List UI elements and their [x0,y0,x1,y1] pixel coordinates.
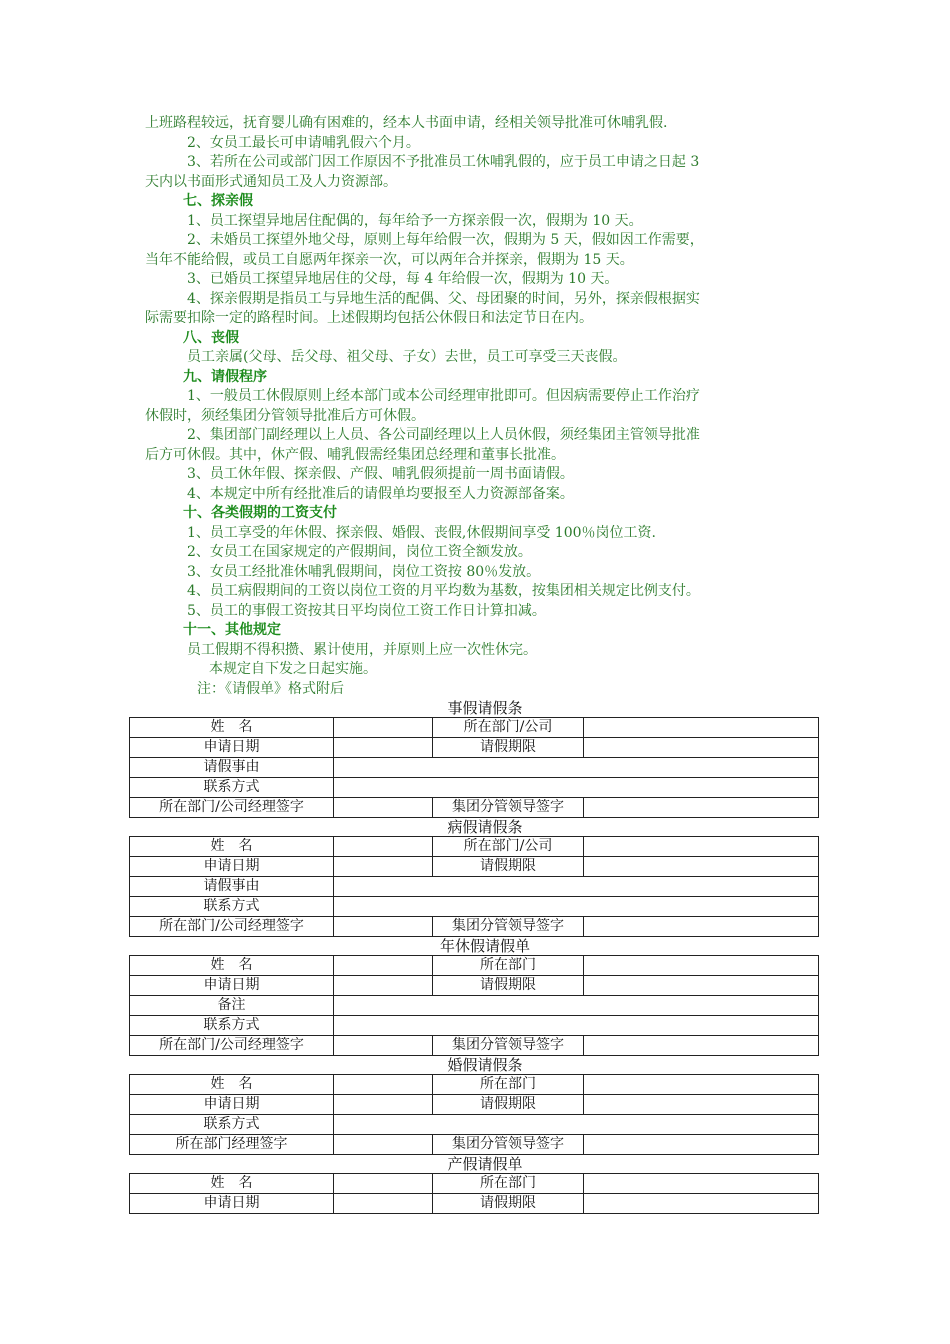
form-label: 所在部门 [433,1075,584,1095]
form-field[interactable] [584,917,819,937]
form-field[interactable] [334,837,433,857]
form-field[interactable] [334,976,433,996]
table-row [130,1115,819,1135]
form-field[interactable] [334,1174,433,1194]
form-label: 请假事由 [130,877,334,897]
paragraph: 2、女员工在国家规定的产假期间，岗位工资全额发放。 [187,544,532,560]
paragraph: 1、员工享受的年休假、探亲假、婚假、丧假,休假期间享受 100％岗位工资. [187,524,656,541]
paragraph: 1、员工探望异地居住配偶的，每年给予一方探亲假一次，假期为 10 天。 [187,212,643,229]
form-label: 联系方式 [130,1115,334,1135]
paragraph: 4、员工病假期间的工资以岗位工资的月平均数为基数，按集团相关规定比例支付。 [187,583,700,599]
form-label: 所在部门 [433,956,584,976]
form-field[interactable] [334,917,433,937]
form-label: 申请日期 [130,976,334,996]
section-heading-8: 八、丧假 [183,329,239,346]
form-field[interactable] [334,718,433,738]
section-heading-11: 十一、其他规定 [183,622,281,638]
form-field[interactable] [334,956,433,976]
table-row [130,778,819,798]
form-field[interactable] [334,1075,433,1095]
form-field[interactable] [584,1174,819,1194]
form-title-sick-leave: 病假请假条 [447,818,523,836]
annual-leave-form [129,955,819,1056]
paragraph: 本规定自下发之日起实施。 [209,661,377,677]
form-field[interactable] [584,976,819,996]
form-field[interactable] [584,738,819,758]
table-row [130,798,819,818]
table-row [130,718,819,738]
table-row [130,1075,819,1095]
form-field[interactable] [584,956,819,976]
form-label: 姓 名 [130,1174,334,1194]
paragraph: 当年不能给假，或员工自愿两年探亲一次，可以两年合并探亲，假期为 15 天。 [145,251,634,268]
document-body [145,114,825,1214]
paragraph: 5、员工的事假工资按其日平均岗位工资工作日计算扣减。 [187,602,546,619]
form-label: 集团分管领导签字 [433,917,584,937]
form-title-marriage-leave: 婚假请假条 [447,1056,523,1074]
form-label: 申请日期 [130,1095,334,1115]
paragraph: 4、本规定中所有经批准后的请假单均要报至人力资源部备案。 [187,485,574,502]
form-field[interactable] [584,798,819,818]
paragraph: 员工亲属(父母、岳父母、祖父母、子女）去世，员工可享受三天丧假。 [187,349,627,365]
table-row [130,897,819,917]
form-field[interactable] [334,877,819,897]
paragraph: 2、女员工最长可申请哺乳假六个月。 [187,134,420,151]
paragraph: 2、未婚员工探望外地父母，原则上每年给假一次，假期为 5 天，假如因工作需要， [187,232,704,248]
paragraph: 3、若所在公司或部门因工作原因不予批准员工休哺乳假的，应于员工申请之日起 3 [187,154,700,170]
table-row [130,1194,819,1214]
table-row [130,956,819,976]
form-label: 所在部门经理签字 [130,1135,334,1155]
form-field[interactable] [334,1036,433,1056]
maternity-leave-form [129,1173,819,1214]
form-label: 请假期限 [433,1095,584,1115]
form-label: 姓 名 [130,718,334,738]
form-label: 请假期限 [433,1194,584,1214]
table-row [130,1135,819,1155]
form-label: 姓 名 [130,1075,334,1095]
form-label: 集团分管领导签字 [433,1135,584,1155]
form-label: 姓 名 [130,956,334,976]
marriage-leave-form [129,1074,819,1155]
table-row [130,1174,819,1194]
form-field[interactable] [334,996,819,1016]
paragraph: 4、探亲假期是指员工与异地生活的配偶、父、母团聚的时间，另外，探亲假根据实 [187,290,700,307]
form-field[interactable] [584,1194,819,1214]
form-field[interactable] [334,1095,433,1115]
paragraph: 休假时，须经集团分管领导批准后方可休假。 [145,407,425,424]
form-label: 联系方式 [130,1016,334,1036]
paragraph: 2、集团部门副经理以上人员、各公司副经理以上人员休假，须经集团主管领导批准 [187,427,700,443]
form-label: 集团分管领导签字 [433,1036,584,1056]
form-field[interactable] [584,1075,819,1095]
form-label: 所在部门/公司 [433,718,584,738]
paragraph: 天内以书面形式通知员工及人力资源部。 [145,173,397,190]
form-field[interactable] [584,718,819,738]
form-field[interactable] [334,857,433,877]
form-label: 申请日期 [130,857,334,877]
form-label: 请假期限 [433,976,584,996]
table-row [130,917,819,937]
section-heading-9: 九、请假程序 [183,368,267,385]
form-field[interactable] [334,798,433,818]
form-field[interactable] [334,778,819,798]
form-field[interactable] [584,1135,819,1155]
paragraph: 3、已婚员工探望异地居住的父母，每 4 年给假一次，假期为 10 天。 [187,271,619,287]
form-field[interactable] [584,857,819,877]
form-field[interactable] [584,1095,819,1115]
form-label: 备注 [130,996,334,1016]
sick-leave-form [129,836,819,937]
paragraph: 上班路程较远，抚育婴儿确有困难的，经本人书面申请，经相关领导批准可休哺乳假. [145,115,668,131]
form-field[interactable] [334,738,433,758]
table-row [130,837,819,857]
table-row [130,758,819,778]
table-row [130,877,819,897]
section-heading-10: 十、各类假期的工资支付 [183,505,337,521]
table-row [130,996,819,1016]
table-row [130,1095,819,1115]
form-label: 申请日期 [130,1194,334,1214]
form-label: 请假期限 [433,857,584,877]
form-label: 所在部门/公司经理签字 [130,1036,334,1056]
form-field[interactable] [584,837,819,857]
form-field[interactable] [334,1194,433,1214]
section-heading-7: 七、探亲假 [183,193,253,209]
table-row [130,976,819,996]
paragraph: 际需要扣除一定的路程时间。上述假期均包括公休假日和法定节日在内。 [145,310,593,326]
form-label: 申请日期 [130,738,334,758]
form-title-personal-leave: 事假请假条 [447,699,523,717]
form-label: 联系方式 [130,778,334,798]
form-field[interactable] [334,897,819,917]
form-label: 联系方式 [130,897,334,917]
paragraph: 3、员工休年假、探亲假、产假、哺乳假须提前一周书面请假。 [187,466,574,482]
personal-leave-form [129,717,819,818]
table-row [130,857,819,877]
table-row [130,1036,819,1056]
paragraph: 后方可休假。其中，休产假、哺乳假需经集团总经理和董事长批准。 [145,446,565,463]
paragraph: 1、一般员工休假原则上经本部门或本公司经理审批即可。但因病需要停止工作治疗 [187,388,700,404]
table-row [130,1016,819,1036]
form-title-annual-leave: 年休假请假单 [439,937,530,955]
form-field[interactable] [334,1016,819,1036]
form-title-maternity-leave: 产假请假单 [447,1155,523,1173]
table-row [130,738,819,758]
form-label: 所在部门/公司 [433,837,584,857]
form-label: 请假期限 [433,738,584,758]
form-field[interactable] [334,758,819,778]
form-label: 所在部门 [433,1174,584,1194]
paragraph: 3、女员工经批准休哺乳假期间，岗位工资按 80％发放。 [187,563,541,580]
attachment-note: 注：《请假单》格式附后 [197,680,344,697]
form-field[interactable] [334,1115,819,1135]
form-label: 姓 名 [130,837,334,857]
form-label: 请假事由 [130,758,334,778]
form-field[interactable] [334,1135,433,1155]
form-label: 所在部门/公司经理签字 [130,917,334,937]
form-label: 集团分管领导签字 [433,798,584,818]
form-label: 所在部门/公司经理签字 [130,798,334,818]
form-field[interactable] [584,1036,819,1056]
paragraph: 员工假期不得积攒、累计使用，并原则上应一次性休完。 [187,641,537,658]
